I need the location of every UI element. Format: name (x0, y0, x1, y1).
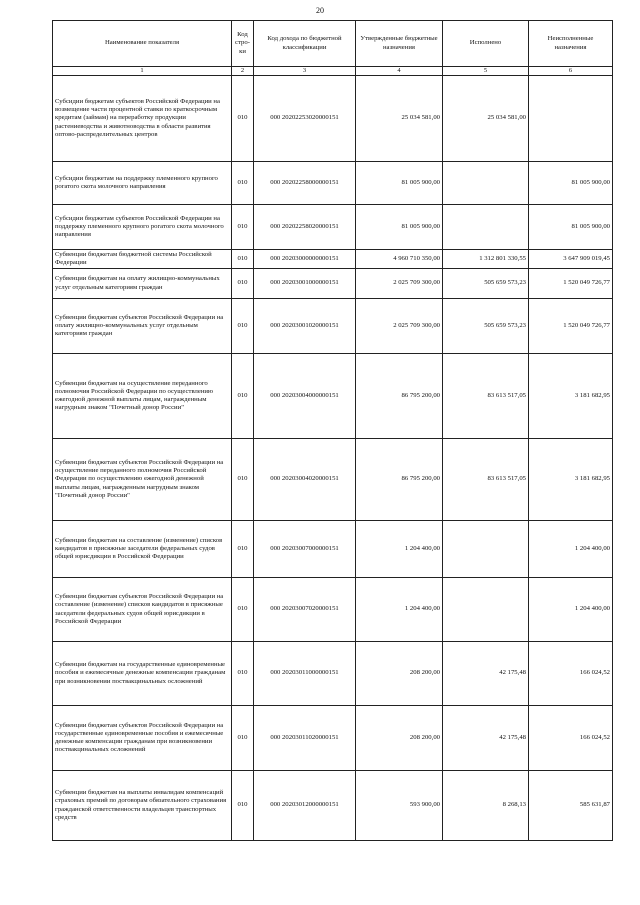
indicator-name: Субсидии бюджетам на поддержку племенного крупного рогатого скота молочного направления (53, 162, 232, 205)
unexecuted-amount: 3 181 682,95 (529, 439, 613, 521)
header-name: Наименование показателя (53, 21, 232, 67)
table-row (53, 439, 613, 521)
executed-amount: 25 034 581,00 (443, 76, 529, 162)
executed-amount (443, 578, 529, 642)
line-code: 010 (232, 250, 254, 269)
table-row (53, 162, 613, 205)
header-approved: Утвержденные бюджетные назначения (356, 21, 443, 67)
column-number: 4 (356, 67, 443, 76)
line-code: 010 (232, 642, 254, 706)
line-code: 010 (232, 706, 254, 771)
unexecuted-amount: 166 024,52 (529, 642, 613, 706)
income-code: 000 20203001020000151 (254, 299, 356, 354)
approved-amount: 208 200,00 (356, 706, 443, 771)
income-code: 000 20203011000000151 (254, 642, 356, 706)
column-number: 3 (254, 67, 356, 76)
table-row (53, 299, 613, 354)
executed-amount (443, 521, 529, 578)
line-code: 010 (232, 76, 254, 162)
unexecuted-amount: 1 520 049 726,77 (529, 299, 613, 354)
income-code: 000 20203001000000151 (254, 269, 356, 299)
approved-amount: 2 025 709 300,00 (356, 299, 443, 354)
executed-amount: 42 175,48 (443, 642, 529, 706)
indicator-name: Субсидии бюджетам субъектов Российской Федерации на возмещение части процентной ставки по краткосрочным кредитам (займам) на переработку продукции растениеводства и животноводства в области развития оптово-распределительных центров (53, 76, 232, 162)
income-code: 000 20203000000000151 (254, 250, 356, 269)
approved-amount: 2 025 709 300,00 (356, 269, 443, 299)
executed-amount: 505 659 573,23 (443, 299, 529, 354)
indicator-name: Субвенции бюджетам субъектов Российской Федерации на государственные единовременные пособия и ежемесячные денежные компенсации гражданам при возникновении поствакцинальных осложнений (53, 706, 232, 771)
income-code: 000 20203004020000151 (254, 439, 356, 521)
indicator-name: Субвенции бюджетам субъектов Российской Федерации на оплату жилищно-коммунальных услуг отдельным категориям граждан (53, 299, 232, 354)
table-row (53, 771, 613, 841)
column-number: 6 (529, 67, 613, 76)
table-row (53, 706, 613, 771)
table-row (53, 205, 613, 250)
header-income-code: Код дохода по бюджетной классификации (254, 21, 356, 67)
table-row (53, 250, 613, 269)
unexecuted-amount: 1 204 400,00 (529, 521, 613, 578)
header-unexecuted: Неисполненные назначения (529, 21, 613, 67)
unexecuted-amount: 3 647 909 019,45 (529, 250, 613, 269)
indicator-name: Субвенции бюджетам на составление (изменение) списков кандидатов в присяжные заседатели федеральных судов общей юрисдикции в Российской Федерации (53, 521, 232, 578)
header-row (53, 21, 613, 67)
line-code: 010 (232, 354, 254, 439)
line-code: 010 (232, 269, 254, 299)
income-code: 000 20203007000000151 (254, 521, 356, 578)
approved-amount: 208 200,00 (356, 642, 443, 706)
unexecuted-amount: 81 005 900,00 (529, 162, 613, 205)
executed-amount: 42 175,48 (443, 706, 529, 771)
table-row (53, 269, 613, 299)
indicator-name: Субвенции бюджетам на государственные единовременные пособия и ежемесячные денежные компенсации гражданам при возникновении поствакцинальных осложнений (53, 642, 232, 706)
approved-amount: 81 005 900,00 (356, 162, 443, 205)
table-row (53, 76, 613, 162)
line-code: 010 (232, 162, 254, 205)
executed-amount: 505 659 573,23 (443, 269, 529, 299)
line-code: 010 (232, 205, 254, 250)
executed-amount: 83 613 517,05 (443, 354, 529, 439)
indicator-name: Субвенции бюджетам на оплату жилищно-коммунальных услуг отдельным категориям граждан (53, 269, 232, 299)
approved-amount: 593 900,00 (356, 771, 443, 841)
indicator-name: Субвенции бюджетам бюджетной системы Российской Федерации (53, 250, 232, 269)
approved-amount: 25 034 581,00 (356, 76, 443, 162)
executed-amount: 8 268,13 (443, 771, 529, 841)
unexecuted-amount: 585 631,87 (529, 771, 613, 841)
unexecuted-amount: 1 204 400,00 (529, 578, 613, 642)
income-code: 000 20202258000000151 (254, 162, 356, 205)
column-number: 5 (443, 67, 529, 76)
unexecuted-amount: 81 005 900,00 (529, 205, 613, 250)
unexecuted-amount (529, 76, 613, 162)
unexecuted-amount: 3 181 682,95 (529, 354, 613, 439)
executed-amount (443, 162, 529, 205)
line-code: 010 (232, 299, 254, 354)
header-executed: Исполнено (443, 21, 529, 67)
page-number: 20 (316, 6, 324, 15)
income-code: 000 20202253020000151 (254, 76, 356, 162)
column-number: 2 (232, 67, 254, 76)
approved-amount: 81 005 900,00 (356, 205, 443, 250)
approved-amount: 4 960 710 350,00 (356, 250, 443, 269)
income-code: 000 20203007020000151 (254, 578, 356, 642)
income-code: 000 20203004000000151 (254, 354, 356, 439)
indicator-name: Субвенции бюджетам субъектов Российской Федерации на осуществление переданного полномочия Российской Федерации по осуществлению ежегодной денежной выплаты лицам, награжденным нагрудным знаком "Почетный донор России" (53, 439, 232, 521)
column-number: 1 (53, 67, 232, 76)
header-code: Код стро-ки (232, 21, 254, 67)
executed-amount: 1 312 801 330,55 (443, 250, 529, 269)
table-row (53, 521, 613, 578)
unexecuted-amount: 166 024,52 (529, 706, 613, 771)
executed-amount: 83 613 517,05 (443, 439, 529, 521)
unexecuted-amount: 1 520 049 726,77 (529, 269, 613, 299)
line-code: 010 (232, 439, 254, 521)
line-code: 010 (232, 771, 254, 841)
indicator-name: Субвенции бюджетам на выплаты инвалидам компенсаций страховых премий по договорам обязательного страхования гражданской ответственности владельцев транспортных средств (53, 771, 232, 841)
report-table (52, 20, 613, 841)
table-row (53, 354, 613, 439)
table-row (53, 642, 613, 706)
income-code: 000 20203012000000151 (254, 771, 356, 841)
indicator-name: Субвенции бюджетам на осуществление переданного полномочия Российской Федерации по осуществлению ежегодной денежной выплаты лицам, награжденным нагрудным знаком "Почетный донор России" (53, 354, 232, 439)
executed-amount (443, 205, 529, 250)
income-code: 000 20202258020000151 (254, 205, 356, 250)
indicator-name: Субсидии бюджетам субъектов Российской Федерации на поддержку племенного крупного рогатого скота молочного направления (53, 205, 232, 250)
column-number-row (53, 67, 613, 76)
indicator-name: Субвенции бюджетам субъектов Российской Федерации на составление (изменение) списков кандидатов в присяжные заседатели федеральных судов общей юрисдикции в Российской Федерации (53, 578, 232, 642)
approved-amount: 1 204 400,00 (356, 521, 443, 578)
line-code: 010 (232, 521, 254, 578)
approved-amount: 1 204 400,00 (356, 578, 443, 642)
line-code: 010 (232, 578, 254, 642)
table-row (53, 578, 613, 642)
income-code: 000 20203011020000151 (254, 706, 356, 771)
approved-amount: 86 795 200,00 (356, 439, 443, 521)
approved-amount: 86 795 200,00 (356, 354, 443, 439)
